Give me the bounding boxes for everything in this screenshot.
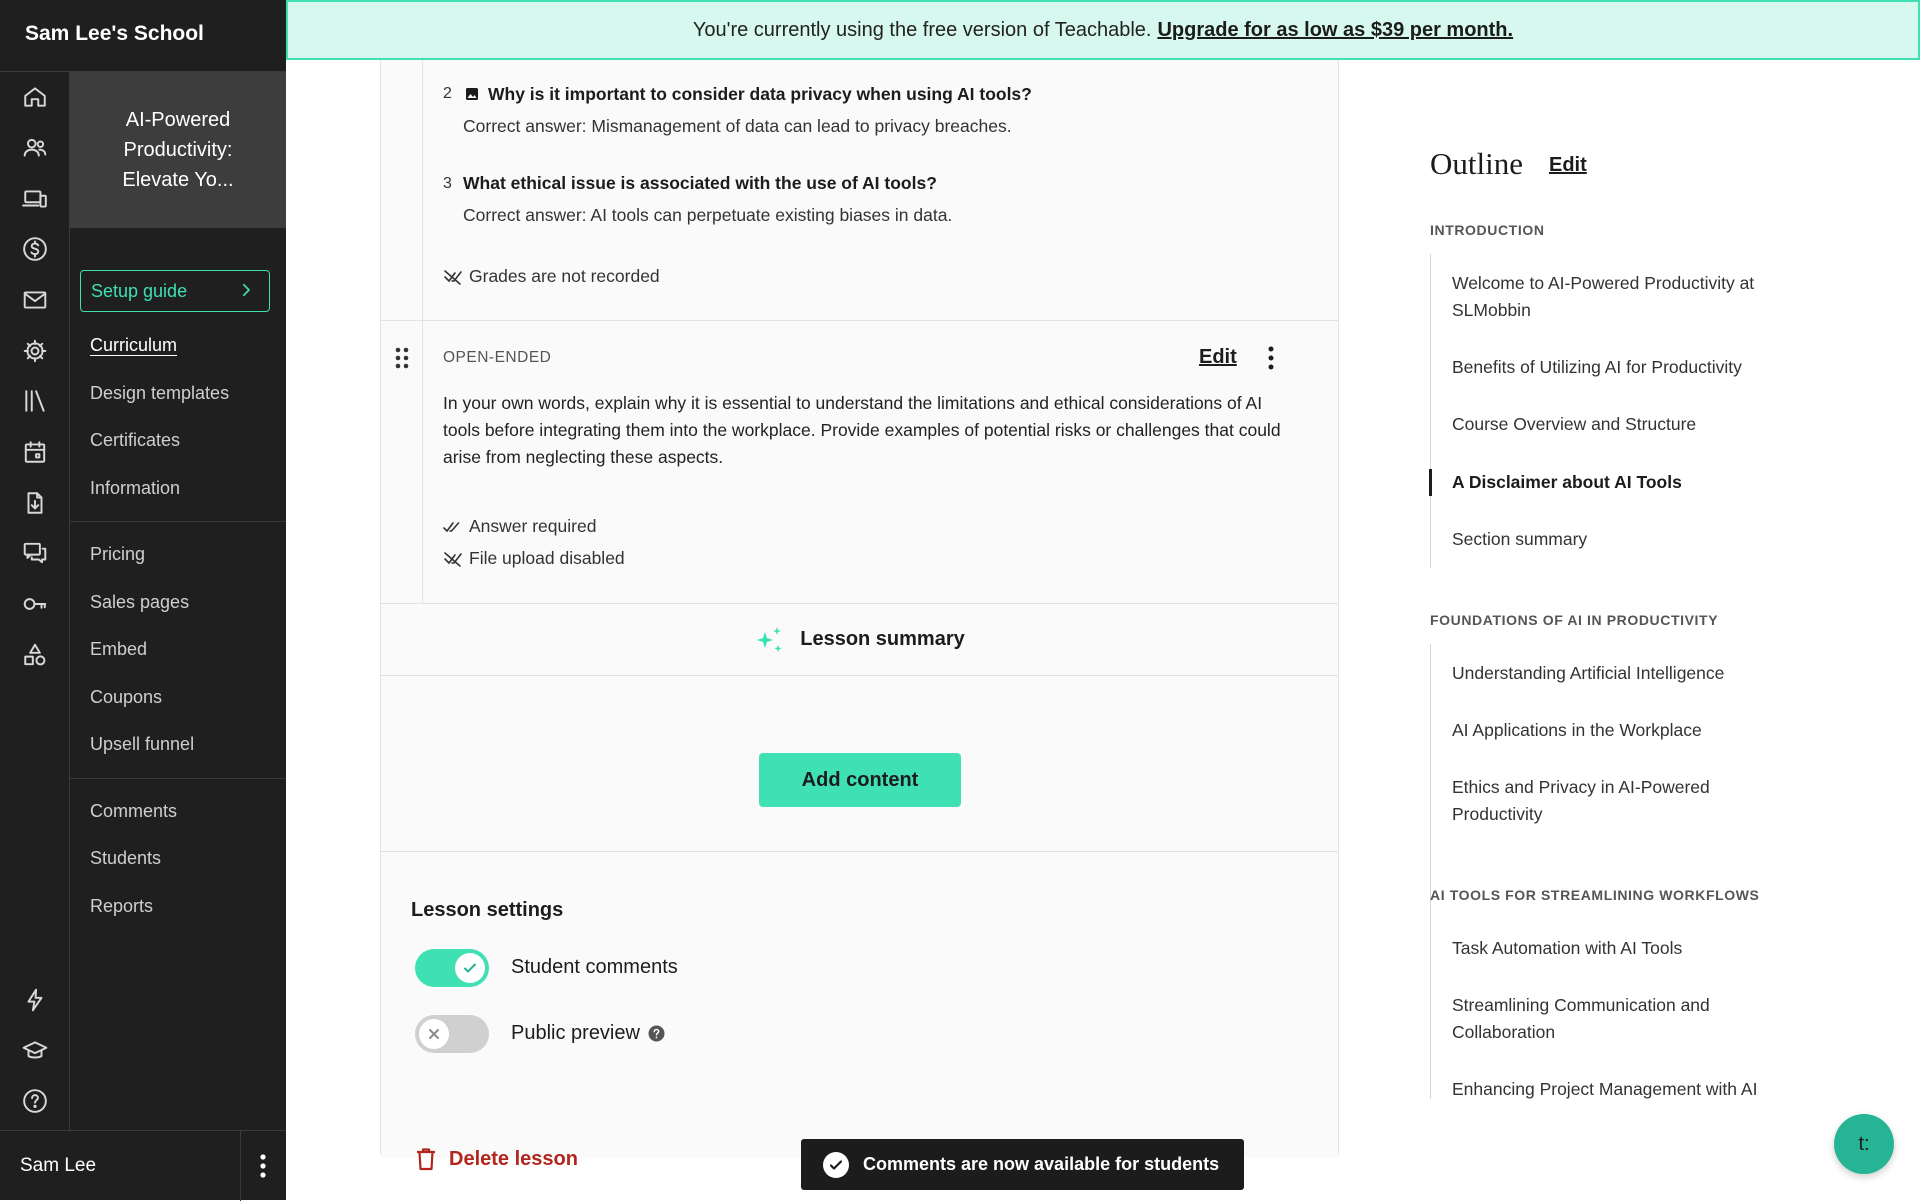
setup-guide-button[interactable] (80, 270, 270, 312)
chat-widget-button[interactable] (1834, 1114, 1894, 1174)
lesson-summary-label: Lesson summary (800, 628, 965, 650)
nav-curriculum[interactable]: Curriculum (90, 335, 178, 355)
question-number: 3 (443, 175, 452, 192)
sparkle-icon (754, 624, 786, 656)
comments-icon[interactable] (20, 538, 50, 568)
kebab-menu-icon[interactable] (1261, 344, 1281, 372)
current-lesson-indicator (1429, 469, 1432, 496)
help-icon[interactable] (648, 1025, 665, 1042)
close-icon (426, 1026, 442, 1042)
banner-text: You're currently using the free version of Teachable. (692, 18, 1152, 41)
drag-handle-icon[interactable] (393, 345, 411, 371)
section-title: FOUNDATIONS OF AI IN PRODUCTIVITY (1430, 612, 1719, 628)
nav-certificates[interactable]: Certificates (90, 430, 181, 450)
nav-upsell-funnel[interactable]: Upsell funnel (90, 734, 195, 754)
library-icon[interactable] (20, 386, 50, 416)
outline-lesson[interactable]: Streamlining Communication and Collaboration (1452, 995, 1710, 1042)
key-icon[interactable] (20, 589, 50, 619)
section-rule (1430, 919, 1431, 1099)
section-rule (1430, 254, 1431, 568)
toggle-knob (455, 953, 485, 983)
quiz-block (381, 60, 1338, 321)
nav-comments[interactable]: Comments (90, 801, 178, 821)
outline-lesson[interactable]: Ethics and Privacy in AI-Powered Productivity (1452, 777, 1710, 824)
course-title-card[interactable]: AI-Powered Productivity: Elevate Yo... (70, 72, 286, 228)
nav-sales-pages[interactable]: Sales pages (90, 592, 190, 612)
toggle-knob (419, 1019, 449, 1049)
public-preview-toggle[interactable] (415, 1015, 489, 1053)
answer-required-text: Answer required (469, 516, 597, 536)
download-icon[interactable] (20, 488, 50, 518)
lesson-settings-panel (381, 852, 1338, 1158)
public-preview-text: Public preview (511, 1022, 640, 1044)
file-upload-row (443, 548, 625, 569)
toast-text: Comments are now available for students (863, 1154, 1220, 1174)
outline-lesson[interactable]: Understanding Artificial Intelligence (1452, 663, 1725, 683)
section-title: AI TOOLS FOR STREAMLINING WORKFLOWS (1430, 887, 1760, 903)
chevron-right-icon (237, 281, 255, 299)
settings-icon[interactable] (20, 336, 50, 366)
correct-answer: Correct answer: AI tools can perpetuate existing biases in data. (463, 205, 953, 225)
toast-notification (801, 1139, 1244, 1190)
image-icon (465, 87, 479, 101)
mail-icon[interactable] (20, 285, 50, 315)
trash-icon (415, 1147, 437, 1171)
edit-block-button[interactable]: Edit (1199, 346, 1237, 368)
double-check-icon (443, 519, 463, 535)
question-text: Why is it important to consider data privacy when using AI tools? (488, 84, 1032, 104)
calendar-icon[interactable] (20, 437, 50, 467)
drag-column (381, 60, 423, 320)
nav-information[interactable]: Information (90, 478, 181, 498)
admin-sidebar (0, 0, 286, 1200)
open-ended-prompt: In your own words, explain why it is essential to understand the limitations and ethical considerations of AI tools before integrating them into the workplace. Provide examples of potential risks or challenges that could arise from neglecting these aspects. (443, 393, 1281, 467)
nav-divider (70, 521, 286, 522)
outline-lesson[interactable]: Section summary (1452, 529, 1588, 549)
nav-coupons[interactable]: Coupons (90, 687, 163, 707)
lesson-summary-button[interactable] (381, 604, 1338, 676)
divider (240, 1131, 241, 1201)
outline-lesson[interactable]: Enhancing Project Management with AI (1452, 1079, 1758, 1099)
block-type-label: OPEN-ENDED (443, 349, 552, 366)
outline-lesson[interactable]: Task Automation with AI Tools (1452, 938, 1683, 958)
section-title: INTRODUCTION (1430, 222, 1545, 238)
devices-icon[interactable] (20, 184, 50, 214)
users-icon[interactable] (20, 133, 50, 163)
chat-widget-label: t: (1858, 1132, 1870, 1155)
student-comments-label (511, 956, 678, 979)
add-content-button[interactable]: Add content (759, 753, 961, 807)
shapes-icon[interactable] (20, 640, 50, 670)
icon-rail (0, 72, 70, 1130)
file-upload-text: File upload disabled (469, 548, 625, 568)
delete-lesson-button[interactable] (415, 1147, 578, 1171)
grades-note (443, 266, 660, 287)
check-off-icon (443, 551, 463, 567)
check-icon (462, 960, 478, 976)
lesson-settings-title: Lesson settings (411, 899, 564, 921)
nav-embed[interactable]: Embed (90, 639, 148, 659)
correct-answer: Correct answer: Mismanagement of data can lead to privacy breaches. (463, 116, 1012, 136)
outline-edit-button[interactable]: Edit (1549, 154, 1587, 176)
nav-reports[interactable]: Reports (90, 896, 154, 916)
graduation-cap-icon[interactable] (20, 1036, 50, 1066)
kebab-menu-icon[interactable] (252, 1149, 274, 1183)
outline-title: Outline (1430, 146, 1523, 181)
nav-divider (70, 778, 286, 779)
help-icon[interactable] (20, 1086, 50, 1116)
outline-lesson[interactable]: Benefits of Utilizing AI for Productivity (1452, 357, 1742, 377)
delete-lesson-label: Delete lesson (449, 1147, 578, 1170)
nav-design-templates[interactable]: Design templates (90, 383, 230, 403)
check-circle-icon (823, 1152, 849, 1178)
student-comments-toggle[interactable] (415, 949, 489, 987)
user-name[interactable]: Sam Lee (20, 1155, 97, 1176)
question-number: 2 (443, 85, 452, 102)
outline-lesson-current[interactable]: A Disclaimer about AI Tools (1452, 472, 1682, 492)
outline-lesson[interactable]: Welcome to AI-Powered Productivity at SLMobbin (1452, 273, 1755, 320)
dollar-icon[interactable] (20, 234, 50, 264)
question-text: What ethical issue is associated with the use of AI tools? (463, 173, 937, 193)
check-off-icon (443, 269, 463, 285)
home-icon[interactable] (20, 82, 50, 112)
outline-lesson[interactable]: Course Overview and Structure (1452, 414, 1697, 434)
upgrade-link[interactable]: Upgrade for as low as $39 per month. (1157, 18, 1514, 41)
public-preview-label (511, 1022, 665, 1045)
nav-pricing[interactable]: Pricing (90, 544, 146, 564)
outline-lesson[interactable]: AI Applications in the Workplace (1452, 720, 1702, 740)
upgrade-banner (286, 0, 1920, 60)
student-comments-text: Student comments (511, 956, 678, 978)
setup-guide-label: Setup guide (91, 280, 188, 301)
grades-note-text: Grades are not recorded (469, 266, 660, 286)
school-name[interactable]: Sam Lee's School (25, 22, 204, 45)
lightning-icon[interactable] (20, 985, 50, 1015)
user-bar (0, 1130, 286, 1200)
answer-required-row (443, 516, 596, 537)
nav-students[interactable]: Students (90, 848, 162, 868)
